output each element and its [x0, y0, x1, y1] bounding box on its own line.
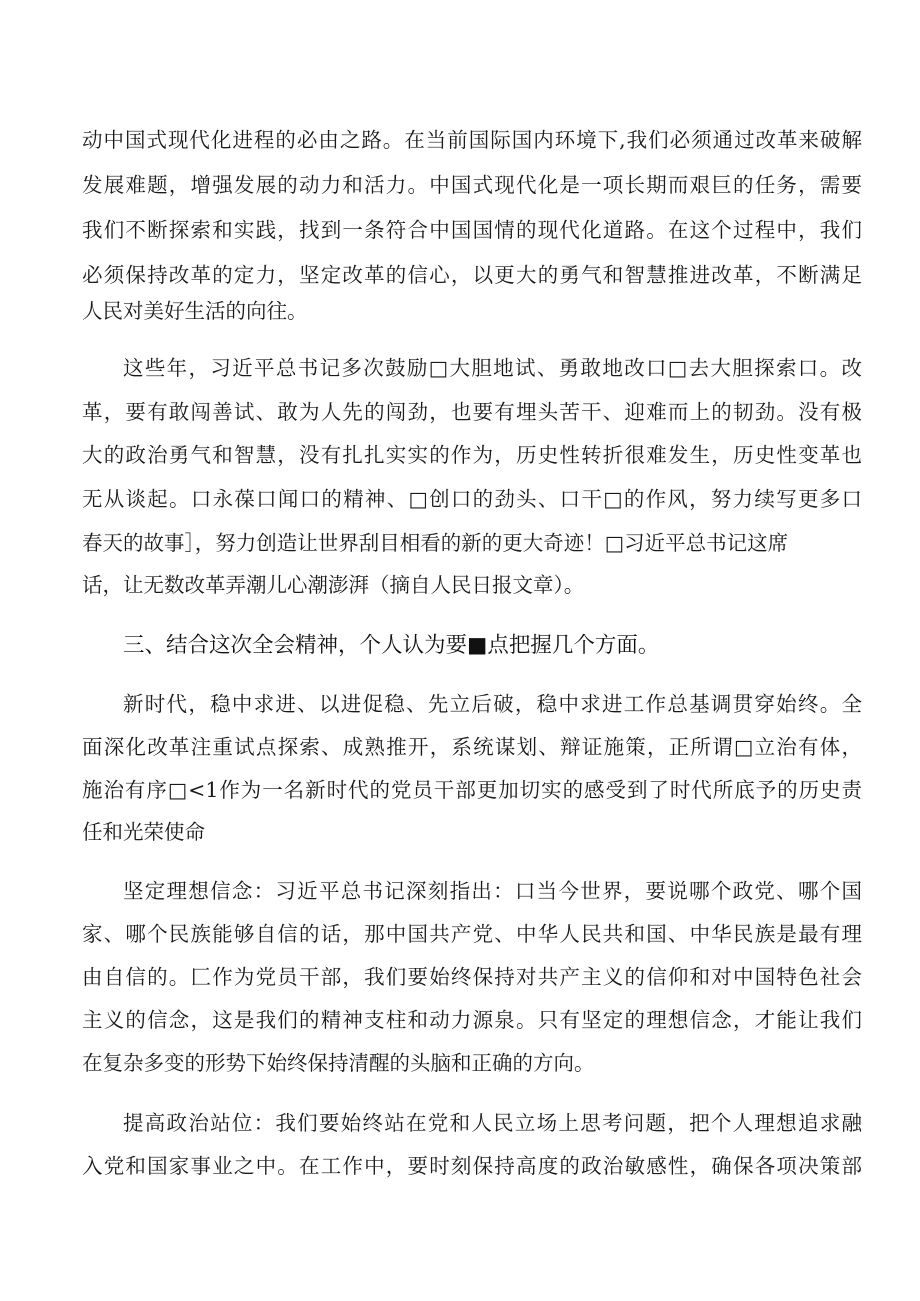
section-heading: 三、结合这次全会精神，个人认为要■点把握几个方面。 [123, 633, 660, 658]
paragraph-line: 人民对美好生活的向往。 [82, 299, 308, 323]
paragraph-line: 这些年，习近平总书记多次鼓励□大胆地试、勇敢地改口□去大胆探索口。改 [123, 356, 862, 380]
paragraph-line: 话，让无数改革弄潮儿心潮澎湃（摘自人民日报文章）。 [82, 573, 585, 597]
paragraph-line: 家、哪个民族能够自信的话，那中国共产党、中华人民共和国、中华民族是最有理 [82, 922, 862, 946]
paragraph-line: 春天的故事］，努力创造让世界刮目相看的新的更大奇迹！□习近平总书记这席 [82, 531, 789, 555]
paragraph-line: 坚定理想信念：习近平总书记深刻指出：口当今世界，要说哪个政党、哪个国 [123, 879, 862, 903]
paragraph-line: 发展难题，增强发展的动力和活力。中国式现代化是一项长期而艰巨的任务，需要 [82, 173, 862, 197]
paragraph-line: 必须保持改革的定力，坚定改革的信心，以更大的勇气和智慧推进改革，不断满足 [82, 263, 862, 287]
paragraph-line: 我们不断探索和实践，找到一条符合中国国情的现代化道路。在这个过程中，我们 [82, 218, 862, 242]
paragraph-line: 在复杂多变的形势下始终保持清醒的头脑和正确的方向。 [82, 1051, 595, 1075]
paragraph-line: 主义的信念，这是我们的精神支柱和动力源泉。只有坚定的理想信念，才能让我们 [82, 1008, 862, 1032]
paragraph-line: 动中国式现代化进程的必由之路。在当前国际国内环境下,我们必须通过改革来破解 [82, 128, 862, 152]
paragraph-line: 面深化改革注重试点探索、成熟推开，系统谋划、辩证施策，正所谓□立治有体， [82, 735, 862, 759]
paragraph-line: 提高政治站位：我们要始终站在党和人民立场上思考问题，把个人理想追求融 [123, 1111, 862, 1135]
paragraph-line: 新时代，稳中求进、以进促稳、先立后破，稳中求进工作总基调贯穿始终。全 [123, 692, 862, 716]
paragraph-line: 革，要有敢闯善试、敢为人先的闯劲，也要有埋头苦干、迎难而上的韧劲。没有极 [82, 400, 862, 424]
paragraph-line: 任和光荣使命 [82, 820, 205, 844]
paragraph-line: 入党和国家事业之中。在工作中，要时刻保持高度的政治敏感性，确保各项决策部 [82, 1154, 862, 1178]
paragraph-line: 施治有序□<1作为一名新时代的党员干部更加切实的感受到了时代所底予的历史责 [82, 778, 862, 802]
paragraph-line: 大的政治勇气和智慧，没有扎扎实实的作为，历史性转折很难发生，历史性变革也 [82, 443, 862, 467]
paragraph-line: 由自信的。匚作为党员干部，我们要始终保持对共产主义的信仰和对中国特色社会 [82, 965, 862, 989]
paragraph-line: 无从谈起。口永葆口闻口的精神、□创口的劲头、口干□的作风，努力续写更多口 [82, 487, 862, 511]
